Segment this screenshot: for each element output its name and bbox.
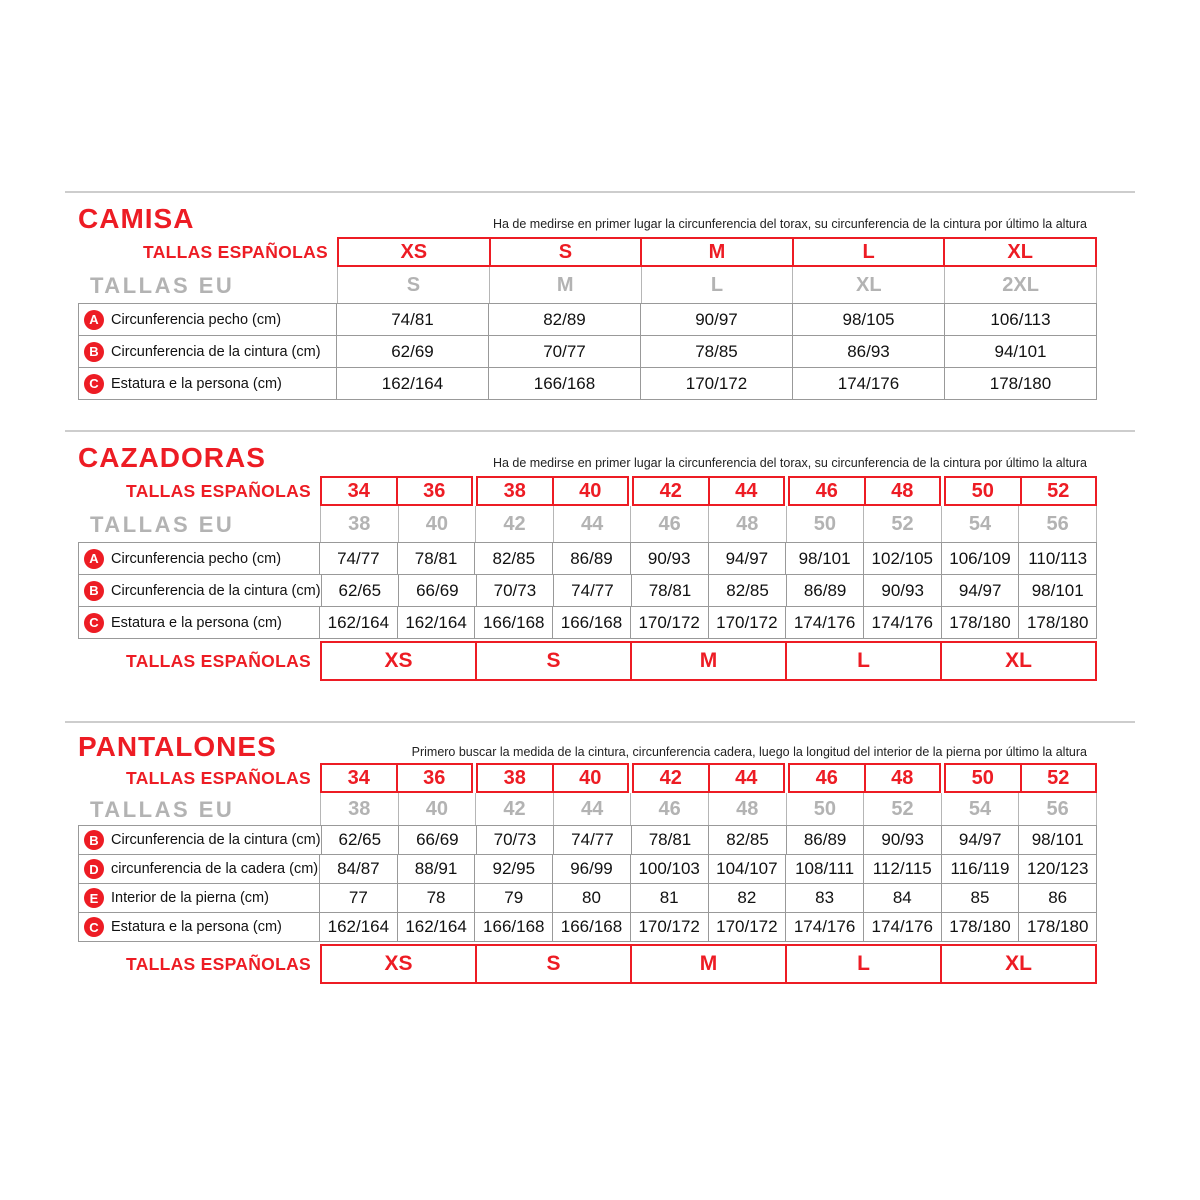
measure-value-cell: 80 (552, 883, 631, 913)
size-group-box (943, 237, 1097, 267)
measure-value-cell: 170/172 (708, 912, 787, 942)
eu-size-cell: 42 (475, 793, 553, 826)
eu-size-cell: 50 (786, 506, 864, 543)
spanish-size-cell: 52 (1020, 765, 1096, 791)
section-title: CAZADORAS (78, 442, 266, 473)
letter-badge: B (84, 830, 104, 850)
tallas-espanolas-label: TALLAS ESPAÑOLAS (126, 480, 311, 501)
measure-value-cell: 166/168 (488, 367, 641, 400)
eu-size-cell: 48 (708, 793, 786, 826)
measure-label-cell (78, 542, 320, 575)
measure-value-cell: 70/73 (476, 825, 555, 855)
spanish-size-cell: 50 (971, 766, 994, 789)
measure-label: Circunferencia de la cintura (cm) (111, 343, 321, 360)
spanish-size-cell: 40 (552, 765, 628, 791)
measure-value-cells (322, 825, 1097, 855)
eu-size-cell: L (641, 267, 793, 304)
measure-row (78, 542, 1097, 575)
measuring-note: Ha de medirse en primer lugar la circunferencia del torax, su circunferencia de la cintura por último la altura (492, 456, 1087, 470)
measure-value-cell: 174/176 (863, 606, 942, 639)
measure-value-cell: 92/95 (474, 854, 553, 884)
tallas-espanolas-label: TALLAS ESPAÑOLAS (126, 650, 311, 671)
spanish-size-cells (320, 763, 1097, 793)
measure-row (78, 883, 1097, 913)
measure-value-cell: 78/81 (631, 825, 710, 855)
measure-value-cell: 81 (630, 883, 709, 913)
eu-size-cell: S (337, 267, 489, 304)
measure-value-cell: 84 (863, 883, 942, 913)
measure-value-cell: 66/69 (398, 825, 477, 855)
measure-value-cell: 86 (1018, 883, 1097, 913)
measure-value-cell: 98/105 (792, 303, 945, 336)
size-group-box (632, 763, 785, 793)
measure-value-cell: 120/123 (1018, 854, 1097, 884)
measure-row (78, 335, 1097, 368)
letter-size-cell: XL (1005, 649, 1032, 672)
spanish-size-cell: 44 (708, 478, 784, 504)
letter-size-box (785, 944, 942, 984)
measure-value-cell: 86/89 (786, 825, 865, 855)
eu-size-cell: 42 (475, 506, 553, 543)
measure-value-cell: 62/65 (321, 825, 400, 855)
eu-size-cell: M (489, 267, 641, 304)
measure-value-cell: 62/69 (336, 335, 489, 368)
section-title: PANTALONES (78, 731, 277, 762)
spanish-size-cell: M (708, 240, 726, 263)
measure-value-cell: 78/81 (397, 542, 476, 575)
letter-badge: C (84, 613, 104, 633)
spanish-size-cell: 48 (864, 478, 940, 504)
spanish-size-cell: 42 (659, 479, 682, 502)
spanish-size-cell: 40 (552, 478, 628, 504)
section-header (78, 723, 1097, 763)
measure-value-cell: 86/89 (552, 542, 631, 575)
eu-size-cell: 2XL (944, 267, 1097, 304)
size-group-box (476, 763, 629, 793)
letter-size-cell: L (857, 952, 870, 975)
measuring-note: Ha de medirse en primer lugar la circunferencia del torax, su circunferencia de la cintura por último la altura (492, 217, 1087, 231)
measure-value-cell: 178/180 (1018, 912, 1097, 942)
measure-value-cell: 162/164 (336, 367, 489, 400)
measure-label: Circunferencia pecho (cm) (111, 550, 282, 567)
spanish-size-cell: 36 (396, 765, 472, 791)
measure-value-cell: 82 (708, 883, 787, 913)
measure-value-cell: 174/176 (792, 367, 945, 400)
size-group-box (788, 476, 941, 506)
measure-value-cells (337, 303, 1097, 336)
spanish-size-cell: 50 (971, 479, 994, 502)
measure-value-cell: 82/85 (708, 574, 787, 607)
spanish-size-cell: 34 (347, 766, 370, 789)
eu-sizes-row (78, 793, 1097, 826)
letter-size-cell: L (857, 649, 870, 672)
measure-value-cell: 110/113 (1018, 542, 1097, 575)
letter-size-cell: M (699, 952, 718, 975)
letter-size-box (940, 944, 1097, 984)
measure-label-cell (78, 303, 337, 336)
measure-value-cell: 94/101 (944, 335, 1097, 368)
spanish-size-cells (337, 237, 1097, 267)
letter-size-cells (320, 944, 1097, 984)
measure-label-cell (78, 574, 322, 607)
letter-size-box (475, 641, 632, 681)
eu-size-cell: 50 (786, 793, 864, 826)
eu-size-cells (320, 506, 1097, 543)
measure-value-cell: 82/89 (488, 303, 641, 336)
measure-value-cell: 90/97 (640, 303, 793, 336)
measure-value-cell: 88/91 (397, 854, 476, 884)
measure-value-cells (320, 854, 1097, 884)
eu-size-cell: 44 (553, 506, 631, 543)
measure-value-cell: 79 (474, 883, 553, 913)
measure-label: Circunferencia pecho (cm) (111, 311, 282, 328)
section-pantalones (65, 721, 1135, 984)
letter-badge: E (84, 888, 104, 908)
letter-size-cell: XL (1005, 952, 1032, 975)
tallas-espanolas-label: TALLAS ESPAÑOLAS (143, 241, 328, 262)
measure-value-cell: 96/99 (552, 854, 631, 884)
measure-value-cell: 98/101 (1018, 574, 1097, 607)
measure-value-cell: 170/172 (640, 367, 793, 400)
size-group-box (788, 763, 941, 793)
letter-size-cell: M (699, 649, 718, 672)
letter-badge: A (84, 549, 104, 569)
spanish-sizes-row (78, 763, 1097, 793)
letter-sizes-row (78, 944, 1097, 984)
eu-size-cell: 38 (320, 793, 398, 826)
measure-label: Circunferencia de la cintura (cm) (111, 832, 321, 848)
letter-size-box (475, 944, 632, 984)
measure-value-cell: 74/77 (553, 825, 632, 855)
measure-value-cell: 90/93 (630, 542, 709, 575)
measure-label: Estatura e la persona (cm) (111, 614, 282, 631)
spanish-size-cell: 34 (347, 479, 370, 502)
size-group-box (632, 476, 785, 506)
measure-value-cell: 166/168 (552, 912, 631, 942)
measure-label: Circunferencia de la cintura (cm) (111, 582, 321, 599)
eu-size-cell: XL (792, 267, 944, 304)
measure-value-cell: 106/113 (944, 303, 1097, 336)
eu-size-cells (320, 793, 1097, 826)
letter-sizes-row (78, 641, 1097, 681)
tallas-eu-label: TALLAS EU (90, 511, 235, 537)
spanish-size-cell: 46 (815, 766, 838, 789)
measure-value-cell: 174/176 (785, 912, 864, 942)
measure-value-cell: 74/77 (553, 574, 632, 607)
measure-label: circunferencia de la cadera (cm) (111, 861, 319, 877)
spanish-size-cell: 36 (396, 478, 472, 504)
measure-value-cell: 162/164 (319, 912, 398, 942)
letter-size-box (630, 641, 787, 681)
eu-size-cell: 46 (630, 793, 708, 826)
measure-label-cell (78, 606, 320, 639)
letter-badge: D (84, 859, 104, 879)
spanish-size-cell: 42 (659, 766, 682, 789)
measure-value-cell: 70/73 (476, 574, 555, 607)
tallas-espanolas-label: TALLAS ESPAÑOLAS (126, 953, 311, 974)
measure-row (78, 606, 1097, 639)
eu-size-cell: 38 (320, 506, 398, 543)
measure-value-cell: 100/103 (630, 854, 709, 884)
spanish-size-cell: L (862, 240, 875, 263)
measure-value-cell: 170/172 (630, 606, 709, 639)
spanish-size-cell: XS (400, 240, 428, 263)
measure-value-cells (337, 335, 1097, 368)
measure-value-cell: 74/77 (319, 542, 398, 575)
tallas-espanolas-label: TALLAS ESPAÑOLAS (126, 767, 311, 788)
eu-size-cell: 46 (630, 506, 708, 543)
measure-value-cell: 178/180 (941, 912, 1020, 942)
measure-value-cell: 84/87 (319, 854, 398, 884)
measure-label-cell (78, 854, 320, 884)
letter-badge: B (84, 342, 104, 362)
letter-badge: B (84, 581, 104, 601)
measure-row (78, 912, 1097, 942)
letter-badge: C (84, 917, 104, 937)
eu-size-cell: 56 (1018, 506, 1097, 543)
measure-value-cell: 166/168 (552, 606, 631, 639)
measure-value-cell: 77 (319, 883, 398, 913)
eu-size-cell: 48 (708, 506, 786, 543)
measure-value-cell: 112/115 (863, 854, 942, 884)
section-cazadoras (65, 430, 1135, 681)
eu-size-cell: 56 (1018, 793, 1097, 826)
measure-label-cell (78, 367, 337, 400)
measure-value-cell: 174/176 (863, 912, 942, 942)
measure-value-cell: 166/168 (474, 912, 553, 942)
spanish-size-cell: 52 (1020, 478, 1096, 504)
measure-value-cell: 86/93 (792, 335, 945, 368)
letter-size-box (940, 641, 1097, 681)
measure-value-cell: 98/101 (785, 542, 864, 575)
eu-size-cell: 40 (398, 506, 476, 543)
size-group-box (337, 237, 491, 267)
measure-label-cell (78, 883, 320, 913)
measure-value-cells (320, 606, 1097, 639)
eu-size-cell: 52 (863, 793, 941, 826)
measure-label-cell (78, 335, 337, 368)
measure-row (78, 825, 1097, 855)
eu-size-cell: 54 (941, 793, 1019, 826)
measure-value-cell: 98/101 (1018, 825, 1097, 855)
size-group-box (944, 476, 1097, 506)
measure-row (78, 854, 1097, 884)
spanish-size-cell: 38 (503, 766, 526, 789)
measure-value-cell: 82/85 (474, 542, 553, 575)
letter-size-cell: XS (384, 952, 413, 975)
measure-value-cell: 170/172 (708, 606, 787, 639)
spanish-size-cell: S (558, 240, 573, 263)
letter-size-cells (320, 641, 1097, 681)
measure-value-cell: 178/180 (1018, 606, 1097, 639)
eu-size-cell: 44 (553, 793, 631, 826)
measure-value-cells (320, 912, 1097, 942)
spanish-sizes-row (78, 237, 1097, 267)
measure-value-cell: 104/107 (708, 854, 787, 884)
measure-row (78, 303, 1097, 336)
letter-size-cell: XS (384, 649, 413, 672)
eu-size-cell: 40 (398, 793, 476, 826)
measure-value-cell: 78/85 (640, 335, 793, 368)
eu-sizes-row (78, 506, 1097, 543)
measure-value-cell: 106/109 (941, 542, 1020, 575)
size-group-box (476, 476, 629, 506)
measure-value-cell: 94/97 (941, 825, 1020, 855)
measure-value-cell: 178/180 (944, 367, 1097, 400)
size-group-box (640, 237, 794, 267)
measure-value-cell: 78/81 (631, 574, 710, 607)
measure-value-cell: 162/164 (397, 912, 476, 942)
eu-sizes-row (78, 267, 1097, 304)
letter-badge: A (84, 310, 104, 330)
measure-value-cell: 78 (397, 883, 476, 913)
measuring-note: Primero buscar la medida de la cintura, circunferencia cadera, luego la longitud del interior de la pierna por último la altura (411, 745, 1087, 759)
size-group-box (489, 237, 643, 267)
letter-size-box (630, 944, 787, 984)
letter-size-cell: S (546, 952, 561, 975)
letter-size-box (320, 944, 477, 984)
size-group-box (792, 237, 946, 267)
spanish-size-cell: XL (1007, 240, 1033, 263)
section-header (78, 193, 1097, 237)
measure-value-cell: 162/164 (319, 606, 398, 639)
measure-row (78, 574, 1097, 607)
measure-value-cells (320, 883, 1097, 913)
measure-label-cell (78, 825, 322, 855)
measure-value-cell: 70/77 (488, 335, 641, 368)
letter-size-box (785, 641, 942, 681)
spanish-size-cell: 38 (503, 479, 526, 502)
measure-value-cells (322, 574, 1097, 607)
size-group-box (320, 763, 473, 793)
letter-size-cell: S (546, 649, 561, 672)
measure-value-cell: 83 (785, 883, 864, 913)
spanish-sizes-row (78, 476, 1097, 506)
size-chart-page (65, 191, 1135, 984)
measure-label: Interior de la pierna (cm) (111, 890, 269, 906)
measure-value-cell: 62/65 (321, 574, 400, 607)
measure-value-cell: 74/81 (336, 303, 489, 336)
eu-size-cells (337, 267, 1097, 304)
measure-label: Estatura e la persona (cm) (111, 919, 282, 935)
tallas-eu-label: TALLAS EU (90, 272, 235, 298)
spanish-size-cell: 48 (864, 765, 940, 791)
measure-value-cell: 170/172 (630, 912, 709, 942)
spanish-size-cell: 44 (708, 765, 784, 791)
measure-value-cell: 178/180 (941, 606, 1020, 639)
measure-value-cell: 174/176 (785, 606, 864, 639)
measure-value-cell: 162/164 (397, 606, 476, 639)
measure-value-cell: 90/93 (863, 825, 942, 855)
size-group-box (320, 476, 473, 506)
measure-value-cell: 66/69 (398, 574, 477, 607)
eu-size-cell: 52 (863, 506, 941, 543)
measure-label: Estatura e la persona (cm) (111, 375, 282, 392)
size-group-box (944, 763, 1097, 793)
eu-size-cell: 54 (941, 506, 1019, 543)
measure-value-cell: 94/97 (941, 574, 1020, 607)
tallas-eu-label: TALLAS EU (90, 796, 235, 822)
section-title: CAMISA (78, 203, 195, 234)
letter-size-box (320, 641, 477, 681)
spanish-size-cells (320, 476, 1097, 506)
measure-value-cell: 90/93 (863, 574, 942, 607)
measure-value-cell: 102/105 (863, 542, 942, 575)
measure-label-cell (78, 912, 320, 942)
measure-value-cell: 82/85 (708, 825, 787, 855)
section-header (78, 432, 1097, 476)
measure-value-cells (320, 542, 1097, 575)
section-camisa (65, 191, 1135, 400)
measure-value-cell: 166/168 (474, 606, 553, 639)
measure-row (78, 367, 1097, 400)
measure-value-cell: 94/97 (708, 542, 787, 575)
measure-value-cell: 108/111 (785, 854, 864, 884)
measure-value-cell: 85 (941, 883, 1020, 913)
measure-value-cell: 86/89 (786, 574, 865, 607)
measure-value-cell: 116/119 (941, 854, 1020, 884)
spanish-size-cell: 46 (815, 479, 838, 502)
measure-value-cells (337, 367, 1097, 400)
letter-badge: C (84, 374, 104, 394)
